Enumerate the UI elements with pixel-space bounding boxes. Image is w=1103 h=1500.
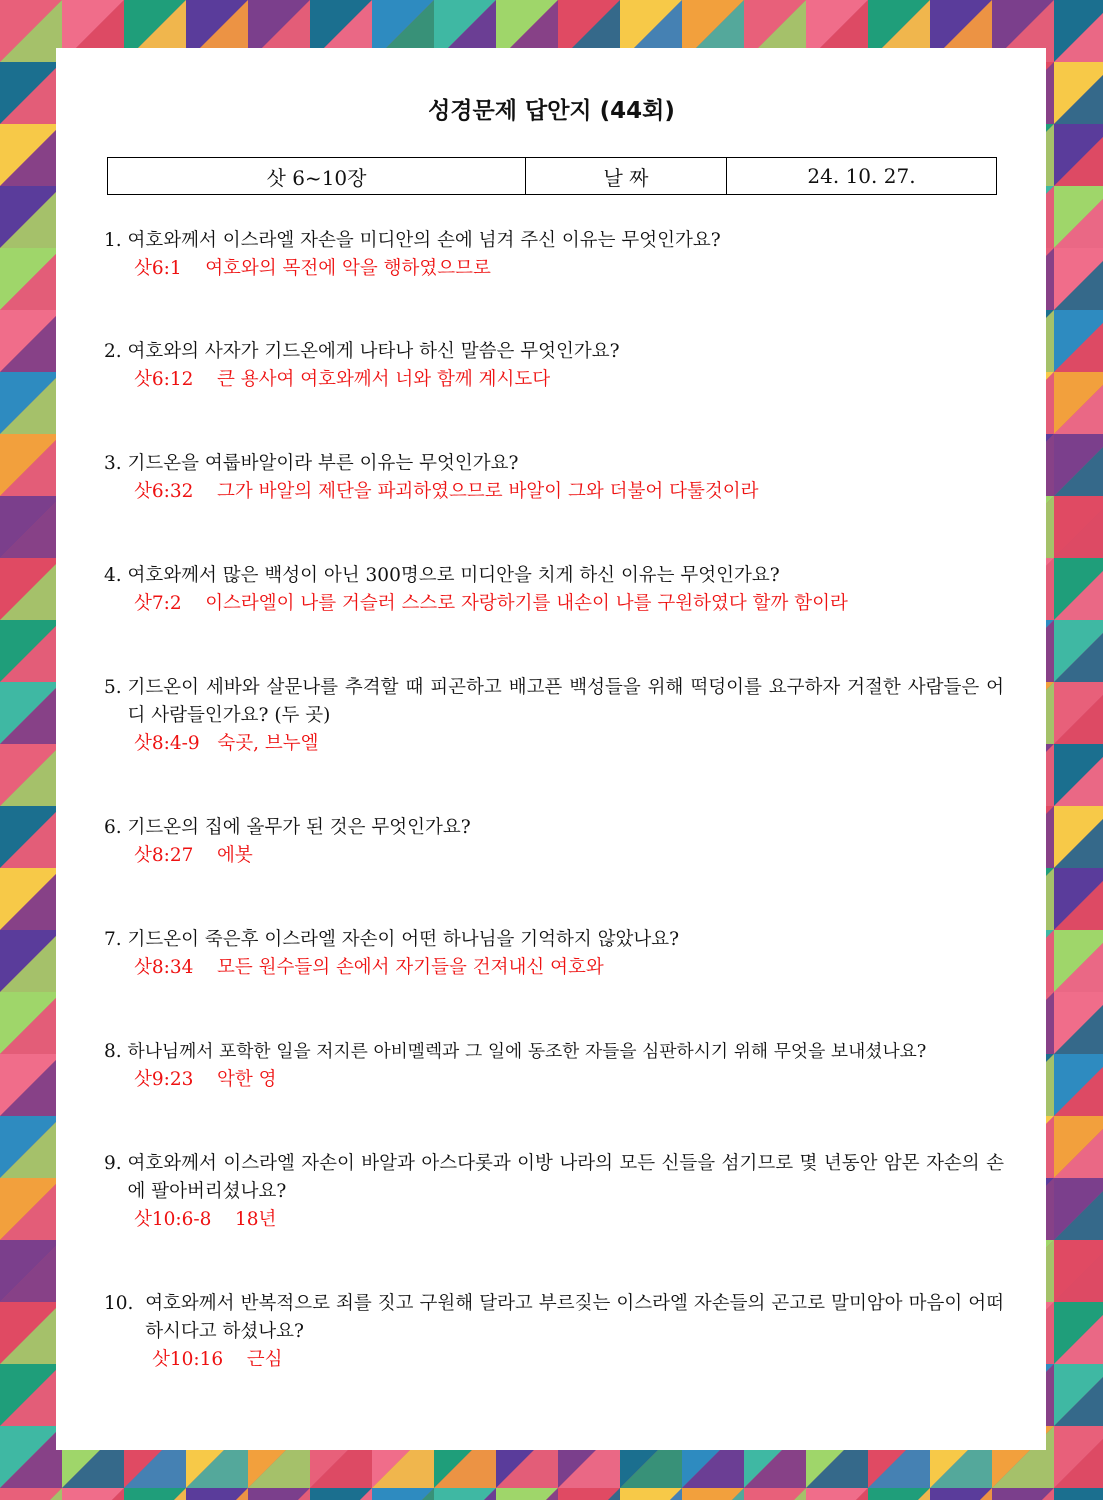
- answer-line: [134, 1206, 1004, 1234]
- answer-text: 여호와의 목전에 악을 행하였으므로: [205, 258, 491, 279]
- answer-line: [134, 366, 1004, 394]
- question-number: 6.: [104, 817, 128, 838]
- answer-line: [134, 478, 1004, 506]
- question-text: 여호와께서 많은 백성이 아닌 300명으로 미디안을 치게 하신 이유는 무엇인가요?: [127, 565, 780, 586]
- answer-line: [134, 590, 1004, 618]
- question-item: [104, 674, 1004, 758]
- question-text: 여호와께서 이스라엘 자손을 미디안의 손에 넘겨 주신 이유는 무엇인가요?: [127, 230, 721, 251]
- question-item: [104, 1150, 1004, 1234]
- date-label-cell: 날 짜: [526, 158, 727, 195]
- question-item: [104, 1290, 1004, 1374]
- question-number: 7.: [104, 929, 128, 950]
- question-number: 1.: [104, 230, 128, 251]
- answer-reference: 삿8:27: [134, 845, 194, 866]
- question-item: [104, 338, 1004, 394]
- question-item: [104, 926, 1004, 982]
- answer-text: 근심: [246, 1349, 283, 1370]
- answer-text: 숙곳, 브누엘: [217, 733, 319, 754]
- answer-reference: 삿10:16: [152, 1349, 224, 1370]
- question-text: 하나님께서 포학한 일을 저지른 아비멜렉과 그 일에 동조한 자들을 심판하시기 위해 무엇을 보내셨나요?: [127, 1041, 927, 1062]
- info-table: [107, 157, 997, 195]
- answer-reference: 삿6:12: [134, 369, 194, 390]
- question-text: 기드온을 여룹바알이라 부른 이유는 무엇인가요?: [127, 453, 519, 474]
- question-item: [104, 227, 1004, 283]
- answer-reference: 삿9:23: [134, 1069, 194, 1090]
- question-text: 여호와께서 이스라엘 자손이 바알과 아스다롯과 이방 나라의 모든 신들을 섬기므로 몇 년동안 암몬 자손의 손에 팔아버리셨나요?: [127, 1153, 1004, 1202]
- question-number: 3.: [104, 453, 128, 474]
- question-number: 4.: [104, 565, 128, 586]
- answer-text: 큰 용사여 여호와께서 너와 함께 계시도다: [216, 369, 551, 390]
- question-item: [104, 814, 1004, 870]
- page-title: 성경문제 답안지 (44회): [428, 98, 675, 124]
- answer-text: 모든 원수들의 손에서 자기들을 건져내신 여호와: [216, 957, 604, 978]
- answer-line: [134, 1066, 1004, 1094]
- answer-text: 에봇: [216, 845, 253, 866]
- answer-line: [152, 1346, 1004, 1374]
- date-value-cell: 24. 10. 27.: [727, 158, 997, 195]
- question-number: 9.: [104, 1153, 128, 1174]
- question-number: 2.: [104, 341, 128, 362]
- answer-text: 악한 영: [216, 1069, 277, 1090]
- question-item: [104, 1038, 1004, 1094]
- answer-reference: 삿6:1: [134, 258, 182, 279]
- answer-text: 그가 바알의 제단을 파괴하였으므로 바알이 그와 더불어 다툴것이라: [216, 481, 759, 502]
- question-text: 여호와께서 반복적으로 죄를 짓고 구원해 달라고 부르짖는 이스라엘 자손들의 곤고로 말미암아 마음이 어떠하시다고 하셨나요?: [145, 1293, 1004, 1342]
- question-item: [104, 562, 1004, 618]
- question-text: 기드온이 세바와 살문나를 추격할 때 피곤하고 배고픈 백성들을 위해 떡덩이를 요구하자 거절한 사람들은 어디 사람들인가요? (두 곳): [127, 677, 1004, 726]
- question-text: 기드온의 집에 올무가 된 것은 무엇인가요?: [127, 817, 471, 838]
- question-number: 8.: [104, 1041, 128, 1062]
- question-number: 10.: [104, 1293, 146, 1314]
- answer-reference: 삿8:4-9: [134, 733, 200, 754]
- answer-reference: 삿6:32: [134, 481, 194, 502]
- question-item: [104, 450, 1004, 506]
- answer-reference: 삿8:34: [134, 957, 194, 978]
- answer-line: [134, 255, 1004, 283]
- question-number: 5.: [104, 677, 128, 698]
- answer-text: 이스라엘이 나를 거슬러 스스로 자랑하기를 내손이 나를 구원하였다 할까 함이라: [205, 593, 848, 614]
- range-cell: 삿 6~10장: [108, 158, 526, 195]
- background-tile: [1054, 1488, 1103, 1500]
- answer-text: 18년: [234, 1209, 277, 1230]
- question-text: 여호와의 사자가 기드온에게 나타나 하신 말씀은 무엇인가요?: [127, 341, 620, 362]
- answer-reference: 삿7:2: [134, 593, 182, 614]
- question-text: 기드온이 죽은후 이스라엘 자손이 어떤 하나님을 기억하지 않았나요?: [127, 929, 680, 950]
- answer-reference: 삿10:6-8: [134, 1209, 212, 1230]
- answer-line: [134, 842, 1004, 870]
- answer-line: [134, 730, 1004, 758]
- answer-line: [134, 954, 1004, 982]
